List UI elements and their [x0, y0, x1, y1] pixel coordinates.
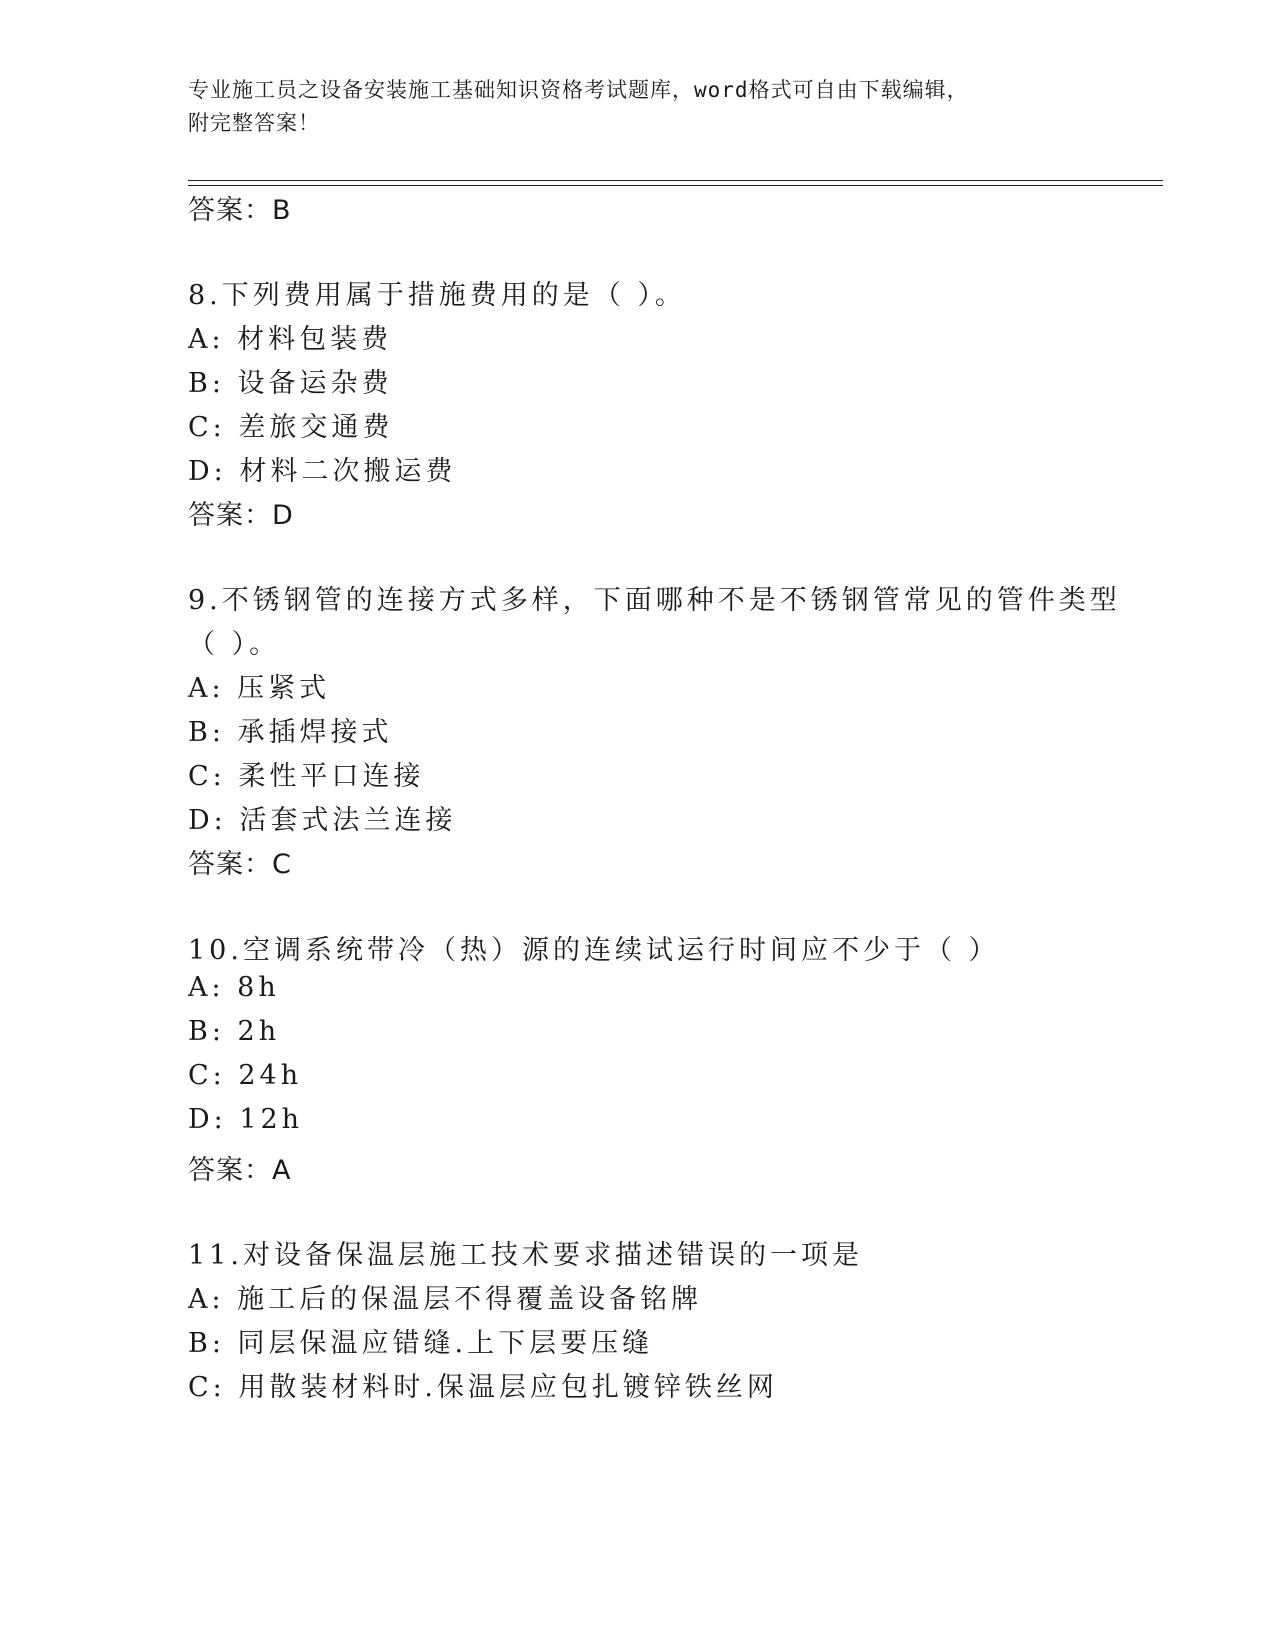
question-11-stem: 11.对设备保温层施工技术要求描述错误的一项是 [188, 1240, 863, 1271]
answer-q9: 答案：C [188, 849, 292, 880]
header-title-line-2: 附完整答案！ [188, 111, 320, 135]
question-9-option-d: D: 活套式法兰连接 [188, 805, 457, 836]
question-9-option-b: B: 承插焊接式 [188, 717, 393, 748]
question-9-stem-line-2: （ ）。 [188, 629, 281, 660]
question-10-option-a: A: 8h [188, 972, 280, 1003]
answer-q7: 答案：B [188, 195, 292, 226]
header-divider-bottom [188, 185, 1163, 186]
question-8-stem: 8.下列费用属于措施费用的是（ ）。 [188, 280, 686, 311]
question-9-option-c: C: 柔性平口连接 [188, 761, 425, 792]
question-10-option-b: B: 2h [188, 1016, 281, 1047]
question-10-option-d: D: 12h [188, 1104, 304, 1135]
question-10-stem: 10.空调系统带冷（热）源的连续试运行时间应不少于（ ） [188, 935, 1000, 966]
answer-q10: 答案：A [188, 1155, 292, 1186]
question-9-option-a: A: 压紧式 [188, 673, 331, 704]
question-10-option-c: C: 24h [188, 1060, 303, 1091]
question-9-stem-line-1: 9.不锈钢管的连接方式多样，下面哪种不是不锈钢管常见的管件类型 [188, 585, 1121, 616]
question-8-option-b: B: 设备运杂费 [188, 368, 393, 399]
question-11-option-b: B: 同层保温应错缝.上下层要压缝 [188, 1328, 654, 1359]
question-8-option-d: D: 材料二次搬运费 [188, 456, 457, 487]
question-11-option-c: C: 用散装材料时.保温层应包扎镀锌铁丝网 [188, 1372, 778, 1403]
document-header [188, 74, 1088, 140]
header-divider-top [188, 180, 1163, 181]
question-8-option-a: A: 材料包装费 [188, 324, 393, 355]
question-8-option-c: C: 差旅交通费 [188, 412, 394, 443]
header-title-line-1: 专业施工员之设备安装施工基础知识资格考试题库，word格式可自由下载编辑， [188, 78, 969, 102]
question-11-option-a: A: 施工后的保温层不得覆盖设备铭牌 [188, 1284, 703, 1315]
answer-q8: 答案：D [188, 500, 294, 531]
